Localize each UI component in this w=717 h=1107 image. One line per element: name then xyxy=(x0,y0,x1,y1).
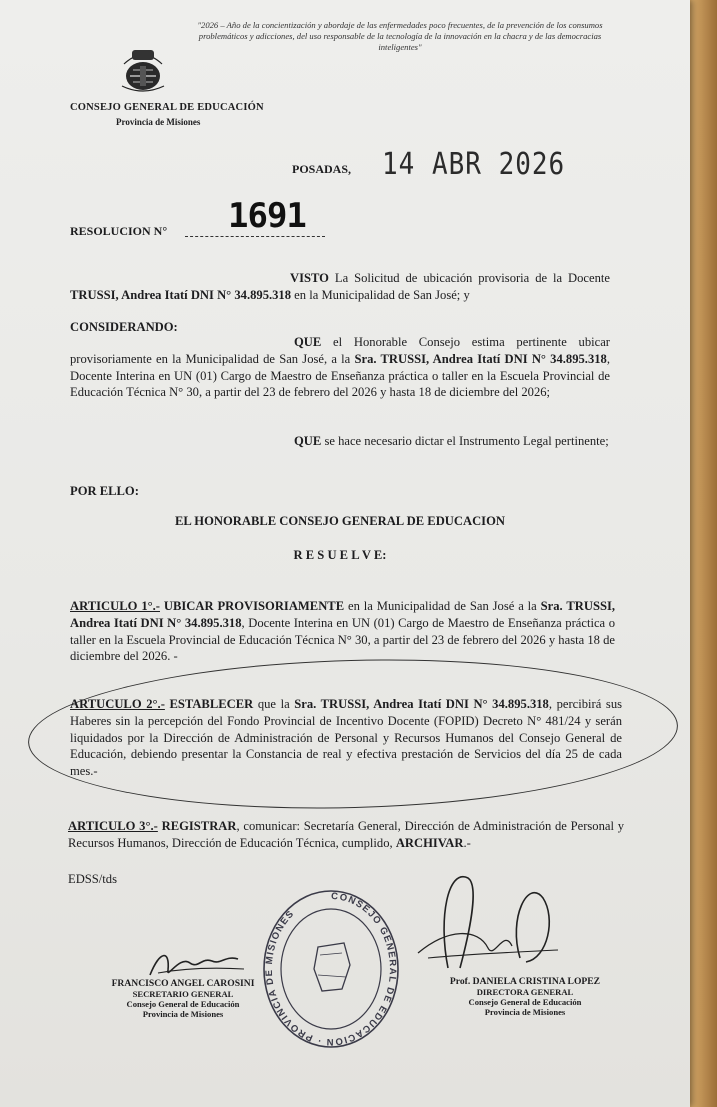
council-title: EL HONORABLE CONSEJO GENERAL DE EDUCACION xyxy=(175,514,505,528)
articulo-2-action: ESTABLECER xyxy=(164,697,254,711)
articulo-2-teacher-name: Sra. TRUSSI, Andrea Itatí DNI N° 34.895.318 xyxy=(294,697,549,711)
province-emblem-icon xyxy=(118,42,168,98)
signature-left-role: SECRETARIO GENERAL xyxy=(132,989,234,999)
articulo-1-text-2: , Docente Interina en UN (01) Cargo de Maestro de Enseñanza práctica o taller en la Escuela Provincial de Educación Técnica N° 30, a partir del 23 de febrero del 2026 y hasta 18 de diciembre del 2026. - xyxy=(70,615,615,664)
signature-left-org: Consejo General de Educación xyxy=(126,999,240,1009)
considerando-heading: CONSIDERANDO: xyxy=(70,320,178,334)
official-seal-icon xyxy=(258,885,404,1053)
articulo-2 xyxy=(70,696,622,780)
visto-keyword: VISTO xyxy=(290,271,329,285)
seal-ring-text: CONSEJO GENERAL DE EDUCACION · PROVINCIA DE MISIONES xyxy=(263,890,399,1048)
organization-subtitle: Provincia de Misiones xyxy=(116,117,201,127)
resolution-number: 1691 xyxy=(228,196,306,236)
articulo-1-label: ARTICULO 1°.- xyxy=(70,599,160,613)
articulo-1 xyxy=(70,598,615,665)
articulo-3-action-2: ARCHIVAR xyxy=(395,835,464,850)
dateline-city: POSADAS, xyxy=(292,162,352,176)
organization-name: CONSEJO GENERAL DE EDUCACIÓN xyxy=(70,102,264,113)
considerando-que-2 xyxy=(70,433,610,450)
que-1-teacher-name: Sra. TRUSSI, Andrea Itatí DNI N° 34.895.318 xyxy=(354,351,607,366)
articulo-3-text-2: .- xyxy=(463,835,471,850)
articulo-3 xyxy=(68,818,624,852)
typist-initials: EDSS/tds xyxy=(68,872,117,886)
considerando-que-1 xyxy=(70,334,610,401)
signature-left-province: Provincia de Misiones xyxy=(142,1009,224,1019)
articulo-3-text-1: , comunicar: Secretaría General, Dirección de Administración de Personal y Recursos Humanos, Dirección de Educación Técnica, cumplido, xyxy=(68,819,625,850)
resolution-number-line xyxy=(185,236,325,237)
articulo-1-text-1: en la Municipalidad de San José a la xyxy=(344,599,541,613)
visto-paragraph xyxy=(70,270,610,304)
signature-right-scribble xyxy=(408,858,568,978)
signature-right-province: Provincia de Misiones xyxy=(484,1007,566,1017)
signature-right-block xyxy=(430,976,620,1017)
articulo-3-action: REGISTRAR xyxy=(157,819,237,833)
que-1-keyword: QUE xyxy=(294,335,322,349)
visto-teacher-name: TRUSSI, Andrea Itatí DNI N° 34.895.318 xyxy=(70,287,292,302)
que-1-text-1: el Honorable Consejo estima pertinente ubicar provisoriamente en la Municipalidad de San José, a la xyxy=(70,335,610,366)
articulo-1-teacher-name: Sra. TRUSSI, Andrea Itatí DNI N° 34.895.318 xyxy=(70,599,616,630)
signature-left-block xyxy=(98,978,268,1019)
articulo-2-text-1: que la xyxy=(253,697,295,711)
que-2-text: se hace necesario dictar el Instrumento Legal pertinente; xyxy=(321,434,609,448)
que-1-text-2: , Docente Interina en UN (01) Cargo de Maestro de Enseñanza práctica o taller en la Escuela Provincial de Educación Técnica N° 30, a partir del 23 de febrero del 2026 y hasta 18 de diciembre del 2026; xyxy=(70,351,610,400)
date-stamp: 14 ABR 2026 xyxy=(382,147,566,183)
que-2-keyword: QUE xyxy=(294,434,322,448)
header-motto: "2026 – Año de la concientización y abordaje de las enfermedades poco frecuentes, de la prevención de los consumos problemáticos y adicciones, del uso responsable de la tecnología de la innovación en la chacra y de las democracias inteligentes" xyxy=(197,20,603,52)
visto-text-1: La Solicitud de ubicación provisoria de la Docente xyxy=(328,271,610,285)
articulo-1-action: UBICAR PROVISORIAMENTE xyxy=(160,599,345,613)
signature-right-role: DIRECTORA GENERAL xyxy=(476,987,574,997)
signature-left-name: FRANCISCO ANGEL CAROSINI xyxy=(111,978,255,989)
signature-right-name: Prof. DANIELA CRISTINA LOPEZ xyxy=(449,976,601,987)
visto-text-2: en la Municipalidad de San José; y xyxy=(291,287,470,302)
articulo-2-text-2: , percibirá sus Haberes sin la percepción del Fondo Provincial de Incentivo Docente (FOPID) Decreto N° 481/24 y serán liquidados por la Dirección de Administración de Personal y Recursos Humanos del Consejo General de Educación, debiendo presentar la Constancia de real y efectiva prestación de Servicios del día 25 de cada mes.- xyxy=(70,697,623,779)
signature-right-org: Consejo General de Educación xyxy=(468,997,582,1007)
resuelve-heading: R E S U E L V E: xyxy=(293,548,387,562)
por-ello-heading: POR ELLO: xyxy=(70,484,139,498)
articulo-3-label: ARTICULO 3°.- xyxy=(68,819,158,833)
resolution-label: RESOLUCION N° xyxy=(70,224,168,238)
articulo-2-label: ARTUCULO 2°.- xyxy=(70,697,165,711)
